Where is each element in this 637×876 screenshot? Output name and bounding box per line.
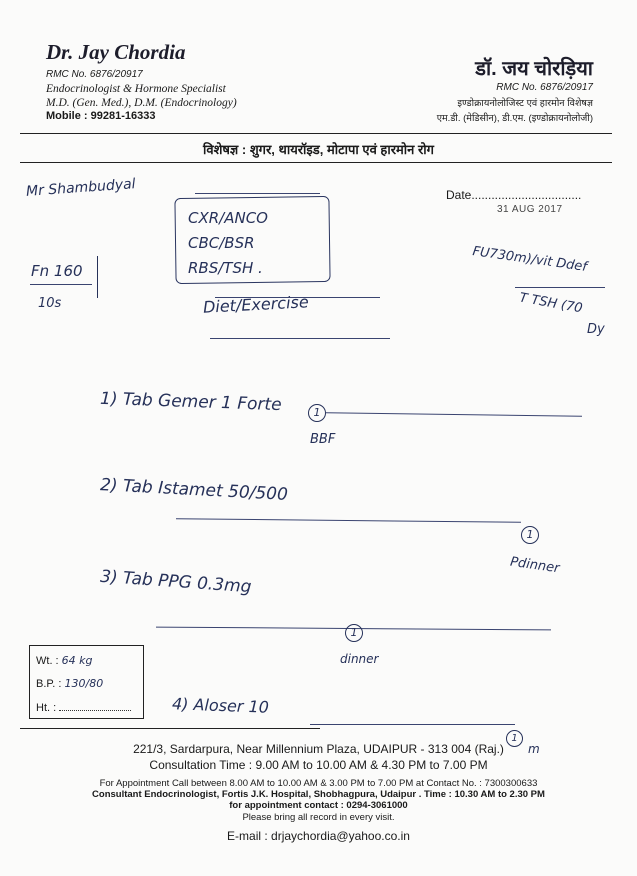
date-label: Date.................................: [446, 188, 582, 202]
weight-label: Wt. :: [36, 655, 59, 667]
specialization-english: [46, 82, 237, 110]
fortis-info: Consultant Endocrinologist, Fortis J.K. Hospital, Shobhagpura, Udaipur . Time : 10.30 AM to 2.30 PM: [92, 789, 545, 800]
bp-label: B.P. :: [36, 678, 62, 690]
weight-value: 64 kg: [61, 654, 93, 667]
height-value: [59, 700, 131, 711]
doctor-name-english: Dr. Jay Chordia: [46, 40, 186, 64]
pp-note: 10s: [38, 296, 62, 311]
header-divider-top: [20, 133, 612, 134]
degrees-hindi: एम.डी. (मेडिसीन), डी.एम. (इण्डोक्रायनोलोजी): [436, 113, 593, 124]
specialty-line: विशेषज्ञ : शुगर, थायरॉइड, मोटापा एवं हारमोन रोग: [202, 142, 434, 157]
rx-item-1: 1) Tab Gemer 1 Forte: [99, 388, 282, 416]
vitals-box: [29, 645, 144, 719]
bp-row: [36, 677, 103, 690]
fortis-contact: for appointment contact : 0294-3061000: [229, 800, 408, 811]
fasting-underline: [30, 284, 92, 285]
doctor-name-hindi: डॉ. जय चोरड़िया: [475, 58, 593, 80]
box-top-stroke: [195, 193, 320, 194]
test-item: RBS/TSH .: [188, 259, 263, 277]
rx-item-1-dose: 1: [308, 404, 326, 422]
rx-item-4-line: [310, 724, 515, 725]
rx-item-2-dose: 1: [521, 526, 539, 544]
investigations-list: [188, 206, 268, 281]
specialist-title-english: Endocrinologist & Hormone Specialist: [46, 83, 226, 95]
rx-item-1-line: [326, 412, 582, 417]
rmc-number-hindi-side: RMC No. 6876/20917: [496, 82, 593, 93]
specialization-hindi: [437, 96, 593, 126]
patient-name: Mr Shambudyal: [25, 176, 137, 200]
rx-item-4-dose: 1: [506, 730, 523, 747]
tsh-note: T TSH (70: [518, 290, 584, 317]
email-contact: E-mail : drjaychordia@yahoo.co.in: [227, 829, 410, 843]
advice-underline: [210, 338, 390, 339]
appointment-info: For Appointment Call between 8.00 AM to 10.00 AM & 3.00 PM to 7.00 PM at Contact No. : 7300300633: [99, 778, 538, 789]
right-note-divider: [515, 287, 605, 288]
consultation-time: Consultation Time : 9.00 AM to 10.00 AM & 4.30 PM to 7.00 PM: [149, 758, 488, 772]
records-note: Please bring all record in every visit.: [242, 812, 395, 823]
bp-value: 130/80: [64, 677, 104, 690]
date-stamp: 31 AUG 2017: [497, 204, 563, 215]
weight-row: [36, 654, 93, 667]
advice-overline: [215, 297, 380, 298]
rx-item-2: 2) Tab Istamet 50/500: [99, 475, 289, 505]
diet-exercise-advice: Diet/Exercise: [202, 292, 310, 317]
tsh-note-cont: Dy: [587, 322, 605, 337]
rx-item-4: 4) Aloser 10: [171, 694, 270, 717]
rx-item-3: 3) Tab PPG 0.3mg: [99, 566, 253, 598]
rx-item-2-timing: Pdinner: [509, 554, 561, 577]
header-divider-bottom: [20, 162, 612, 163]
mobile-number: Mobile : 99281-16333: [46, 110, 156, 122]
follow-up-note: FU730m)/vit Ddef: [471, 244, 588, 275]
rx-item-2-line: [176, 518, 521, 523]
test-item: CXR/ANCO: [188, 209, 268, 227]
footer-divider: [20, 728, 320, 729]
clinic-address: 221/3, Sardarpura, Near Millennium Plaza, UDAIPUR - 313 004 (Raj.): [133, 742, 504, 756]
rx-item-1-timing: BBF: [310, 432, 336, 447]
degrees-english: M.D. (Gen. Med.), D.M. (Endocrinology): [46, 97, 237, 109]
rx-item-3-dose: 1: [345, 624, 363, 642]
rmc-number-english: RMC No. 6876/20917: [46, 69, 143, 80]
test-item: CBC/BSR: [188, 234, 255, 252]
height-label: Ht. :: [36, 702, 57, 714]
rx-item-4-timing: m: [528, 742, 540, 756]
vertical-stroke: [97, 256, 98, 298]
height-row: [36, 700, 131, 714]
specialist-title-hindi: इण्डोक्रायनोलोजिस्ट एवं हारमोन विशेषज्ञ: [457, 98, 593, 109]
rx-item-3-timing: dinner: [340, 652, 379, 666]
fasting-note: Fn 160: [31, 262, 83, 280]
